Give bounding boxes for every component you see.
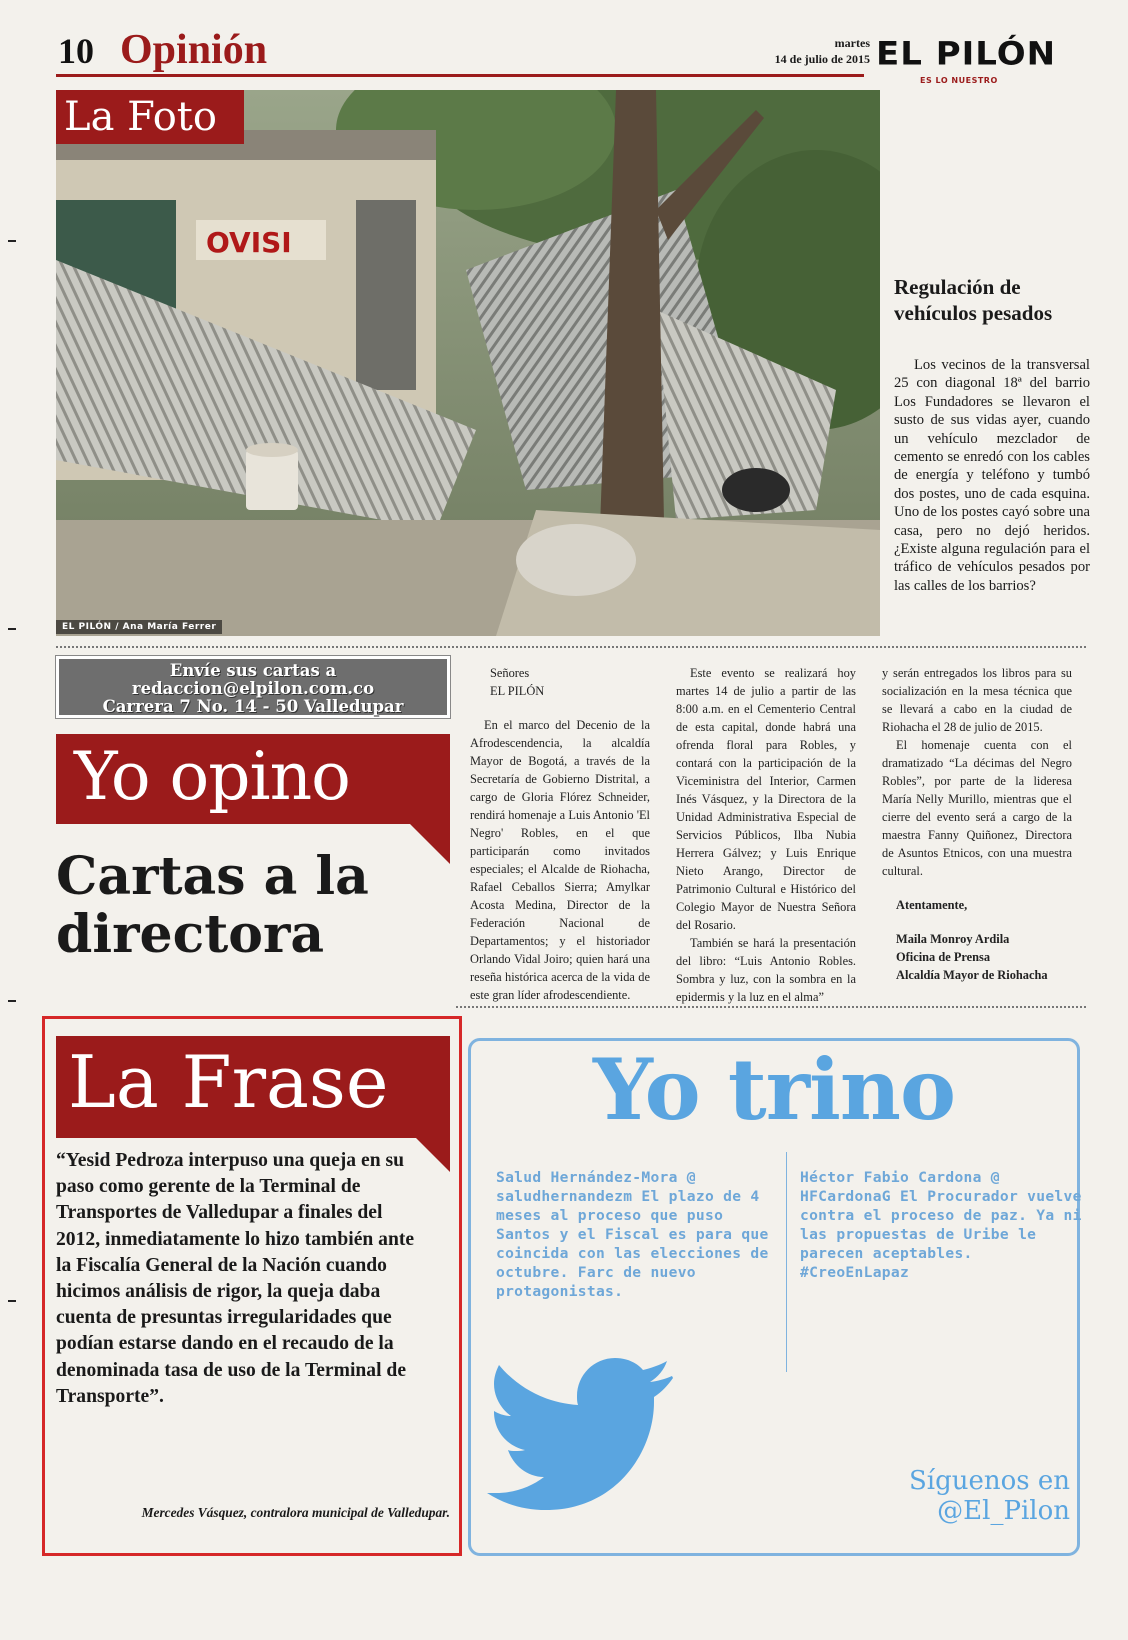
twitter-handle: @El_Pilon	[937, 1496, 1070, 1526]
letters-address: Carrera 7 No. 14 - 50 Valledupar	[102, 697, 404, 716]
yo-opino-label: Yo opino	[56, 734, 450, 824]
newspaper-tagline: ES LO NUESTRO	[920, 76, 998, 85]
issue-date: 14 de julio de 2015	[774, 52, 870, 66]
page-number: 10	[58, 31, 94, 71]
section-divider	[56, 646, 1086, 648]
letters-contact-box	[56, 656, 450, 718]
yo-trino-label: Yo trino	[592, 1040, 955, 1139]
la-foto-label: La Foto	[56, 90, 244, 144]
la-frase-author: Mercedes Vásquez, contralora municipal de Valledupar.	[141, 1505, 450, 1520]
tweet-1: Salud Hernández-Mora @ saludhernandezm El plazo de 4 meses al proceso que puso Santos y el Fiscal es para que coincida con las elecciones de octubre. Farc de nuevo protagonistas.	[496, 1169, 769, 1300]
issue-day: martes	[834, 36, 870, 50]
newspaper-logo: EL PILÓN	[876, 35, 1057, 73]
letter-recipient: EL PILÓN	[490, 684, 545, 698]
letter-paragraph: También se hará la presentación del libro: “Luis Antonio Robles. Sombra y luz, con la sombra en la epidermis y la luz en el alma”	[676, 936, 856, 1004]
photo-caption-title: Regulación de vehículos pesados	[894, 275, 1053, 325]
margin-mark	[8, 1300, 16, 1302]
letters-title: Cartas a la directora	[56, 846, 369, 965]
letter-signature-name: Maila Monroy Ardila	[896, 932, 1010, 946]
letter-signature-org: Alcaldía Mayor de Riohacha	[896, 968, 1048, 982]
letter-paragraph: Este evento se realizará hoy martes 14 de julio a partir de las 8:00 a.m. en el Cementerio Central de esta capital, donde habrá una ofrenda floral para Robles, y contará con la participación de la Viceministra del Interior, Carmen Inés Vásquez, y la Directora de la Unidad Administrativa Especial de Servicios Públicos, Ilba Nubia Herrera Gálvez; y Luis Enrique Nieto Arango, Director de Patrimonio Cultural e Histórico del Colegio Mayor de Nuestra Señora del Rosario.	[676, 666, 856, 932]
letter-paragraph: En el marco del Decenio de la Afrodescendencia, la alcaldía Mayor de Bogotá, a través de la Secretaría de Gobierno Distrital, a cargo de Gloria Flórez Schneider, rendirá homenaje a Luis Antonio 'El Negro' Robles, en el que participarán como invitados especiales; el Alcalde de Riohacha, Rafael Ceballos Sierra; Amylkar Acosta Medina, Director de la Federación Nacional de Departamentos; y el historiador Orlando Vidal Joiro; quien hará una reseña histórica acerca de la vida de este gran líder afrodescendiente.	[470, 718, 650, 1002]
letter-column-2	[676, 664, 856, 1006]
header-rule	[56, 74, 864, 77]
tweet-divider	[786, 1152, 787, 1372]
letter-closing: Atentamente,	[896, 898, 968, 912]
letter-salutation: Señores	[490, 666, 530, 680]
la-frase-quote: “Yesid Pedroza interpuso una queja en su paso como gerente de la Terminal de Transportes de Valledupar a finales del 2012, inmediatamente lo hizo también ante la Fiscalía General de la Nación cuando hicimos análisis de rigor, la queja daba cuenta de presuntas irregularidades que podían estarse dando en el recaudo de la denominada tasa de uso de la Terminal de Transporte”.	[56, 1150, 415, 1407]
tweet-2: Héctor Fabio Cardona @ HFCardonaG El Procurador vuelve contra el proceso de paz. Ya ni las propuestas de Uribe le parecen aceptables. #CreoEnLapaz	[800, 1169, 1082, 1281]
margin-mark	[8, 240, 16, 242]
svg-text:OVISI: OVISI	[206, 226, 292, 259]
letter-column-3	[882, 664, 1072, 984]
letter-column-1	[470, 664, 650, 1004]
letters-contact-line: Envíe sus cartas a	[169, 661, 337, 680]
photo-caption-body: Los vecinos de la transversal 25 con diagonal 18ª del barrio Los Fundadores se llevaron el susto de sus vidas ayer, cuando un vehículo mezclador de cemento se enredó con los cables de energía y teléfono y tumbó dos postes, uno de cada esquina. Uno de los postes cayó sobre una casa, pero no dejó heridos. ¿Existe alguna regulación para el tráfico de vehículos pesados por las calles de los barrios?	[894, 357, 1090, 594]
letter-paragraph: y serán entregados los libros para su socialización en la mesa técnica que se llevará a cabo en la ciudad de Riohacha el 28 de julio de 2015.	[882, 666, 1072, 734]
twitter-bird-icon	[486, 1356, 676, 1516]
news-photo	[56, 90, 880, 636]
la-frase-label: La Frase	[56, 1036, 450, 1138]
follow-us-label: Síguenos en	[908, 1466, 1070, 1496]
margin-mark	[8, 1000, 16, 1002]
section-title: Opinión	[120, 27, 268, 73]
margin-mark	[8, 628, 16, 630]
photo-credit: EL PILÓN / Ana María Ferrer	[56, 620, 222, 634]
letter-signature-office: Oficina de Prensa	[896, 950, 991, 964]
follow-us	[860, 1466, 1070, 1526]
section-divider	[456, 1006, 1086, 1008]
letters-email: redaccion@elpilon.com.co	[131, 679, 375, 698]
letter-paragraph: El homenaje cuenta con el dramatizado “La décimas del Negro Robles”, por parte de la lideresa María Nelly Murillo, mientras que el cierre del evento será a cargo de la maestra Fanny Quiñonez, Directora de Asuntos Etnicos, con una muestra cultural.	[882, 738, 1072, 878]
